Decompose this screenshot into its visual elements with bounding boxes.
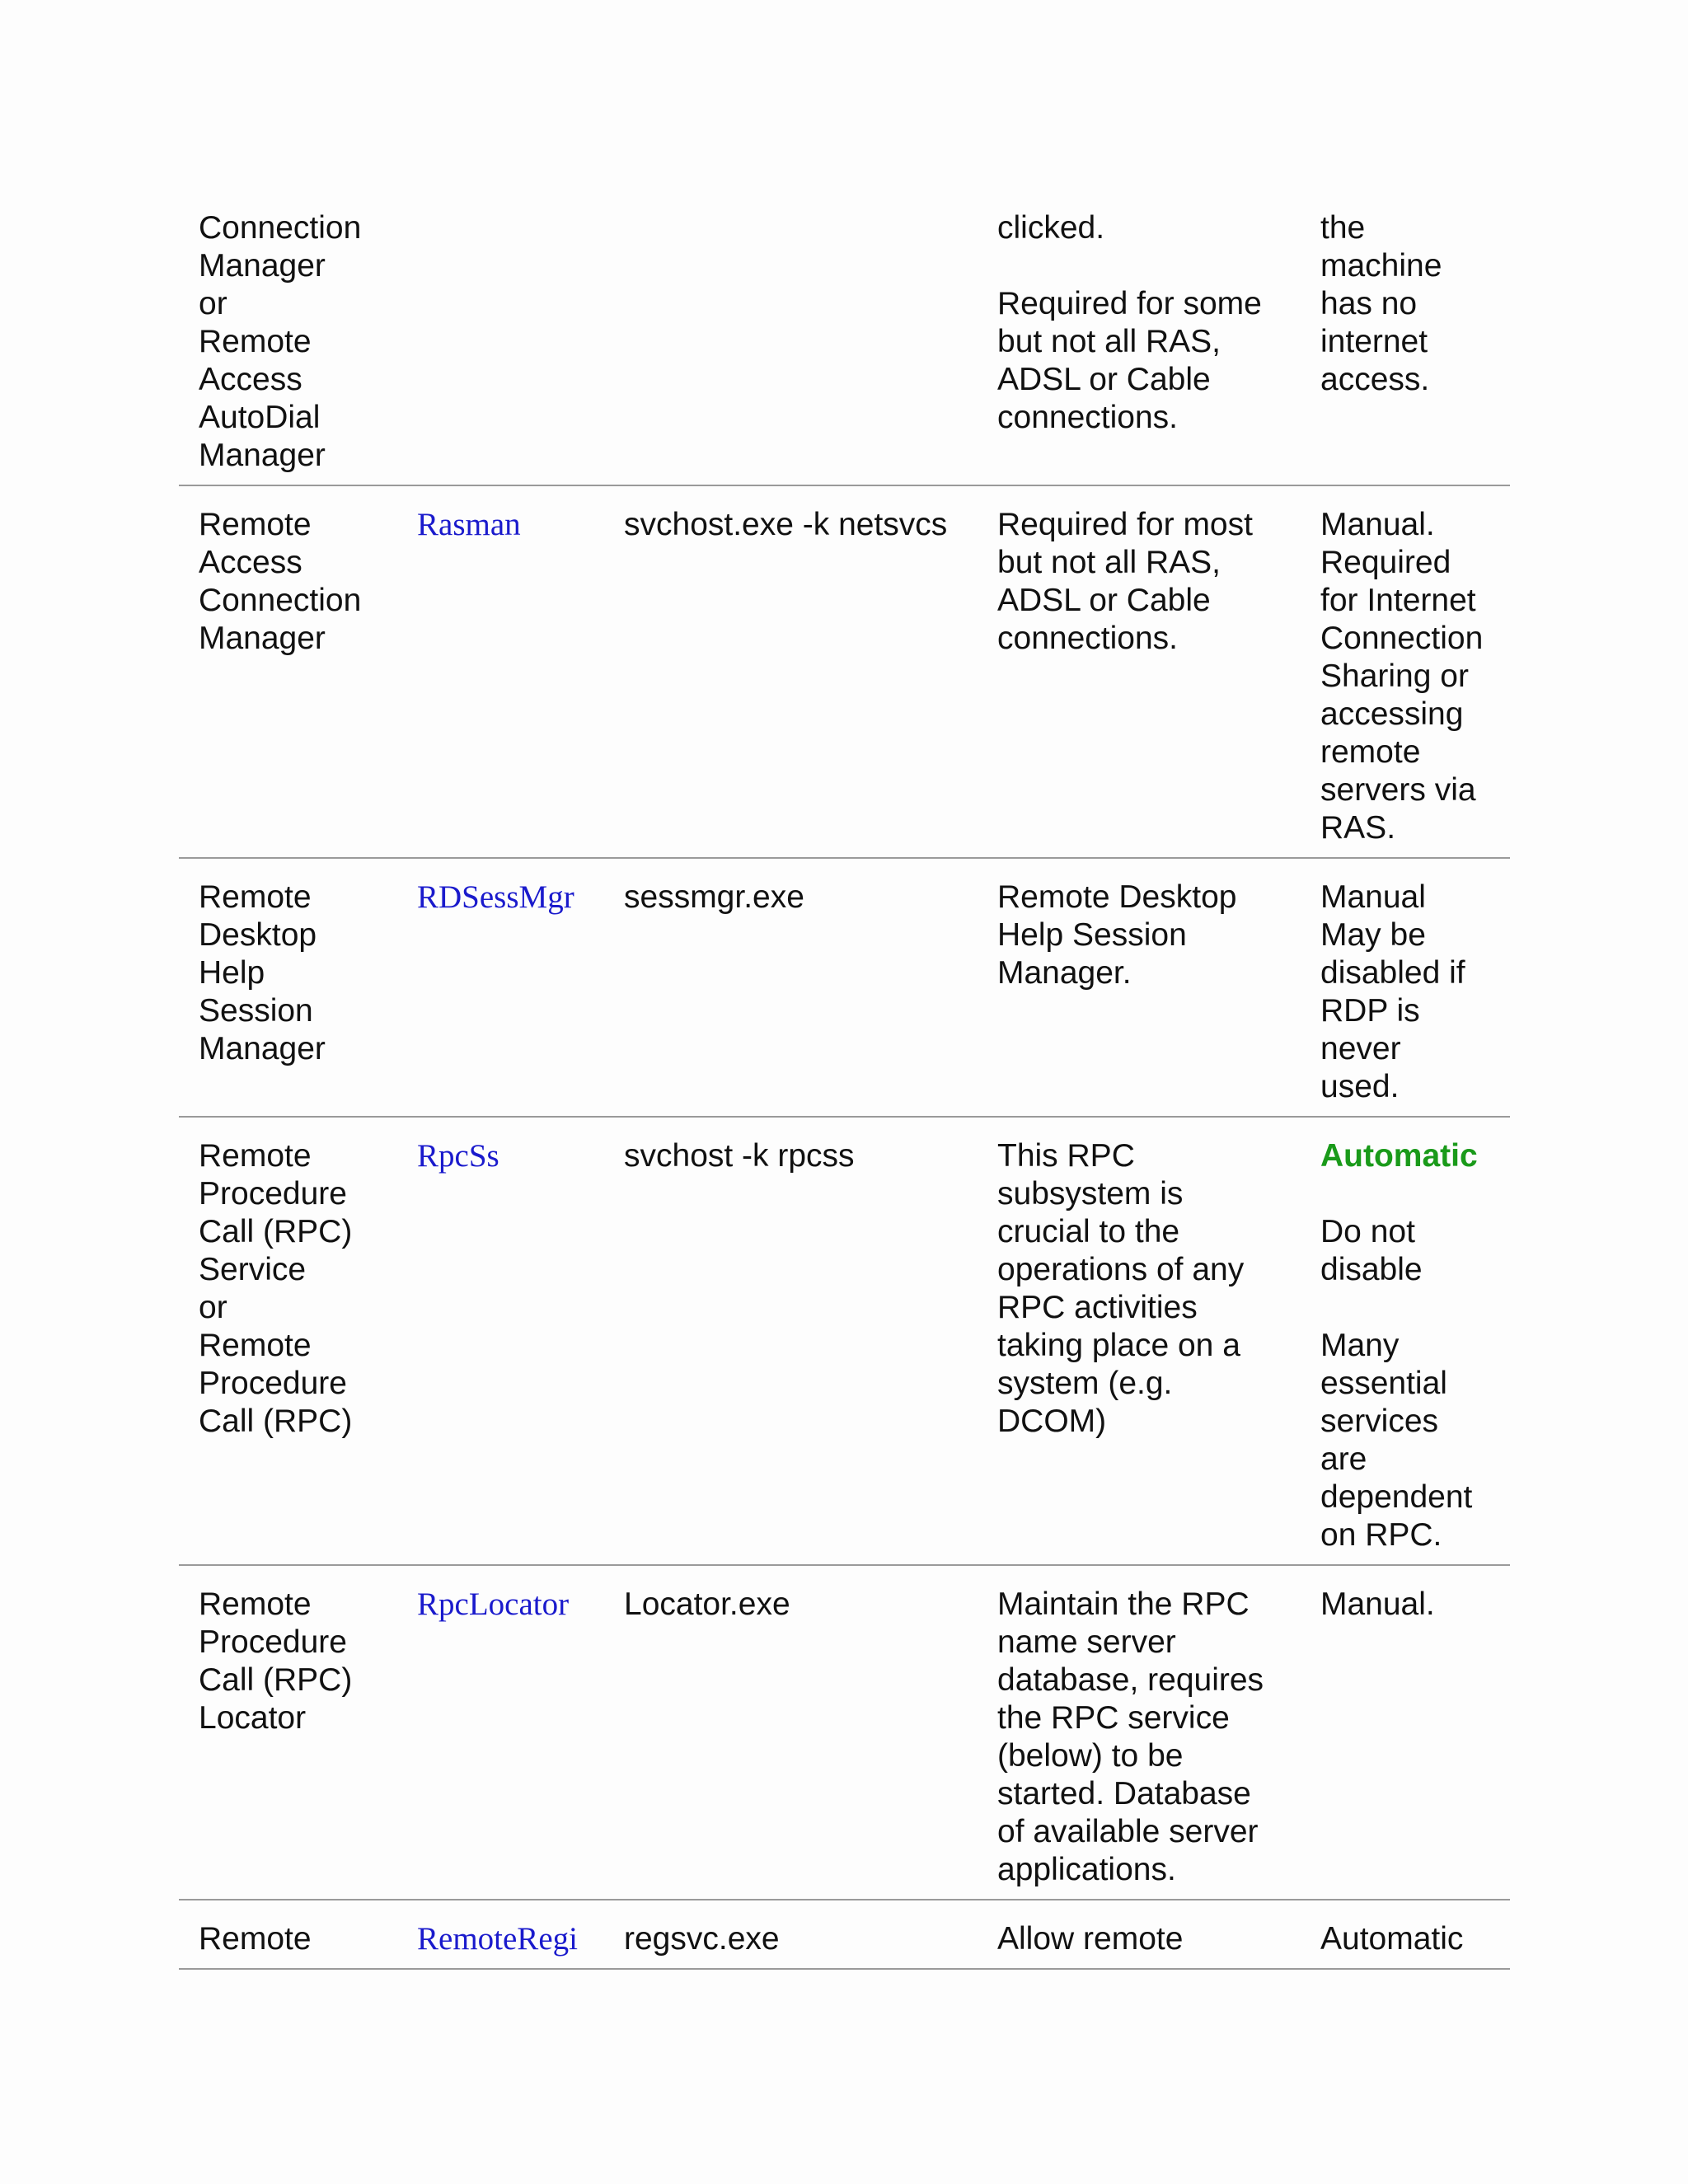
display-name-line: Procedure bbox=[199, 1366, 347, 1401]
service-name-cell bbox=[397, 858, 604, 1117]
startup-line: accessing bbox=[1320, 696, 1464, 732]
startup-line: Many bbox=[1320, 1328, 1400, 1363]
table-row bbox=[179, 1900, 1510, 1969]
startup-line: Manual. bbox=[1320, 507, 1435, 542]
display-name-line: Remote bbox=[199, 324, 312, 359]
display-name-line: Manager bbox=[199, 248, 326, 284]
service-name-cell bbox=[397, 209, 604, 485]
description-line: name server bbox=[997, 1624, 1176, 1660]
description-cell bbox=[978, 485, 1301, 858]
startup-line: the bbox=[1320, 210, 1366, 246]
description-line: Help Session bbox=[997, 917, 1187, 953]
command-cell bbox=[604, 1117, 978, 1565]
display-name-line: Access bbox=[199, 362, 302, 397]
display-name-line: Connection bbox=[199, 583, 362, 618]
command-text: sessmgr.exe bbox=[624, 879, 804, 915]
display-name-line: Remote bbox=[199, 1921, 312, 1957]
service-display-name-cell bbox=[179, 209, 397, 485]
service-display-name-cell bbox=[179, 1565, 397, 1900]
service-name-link[interactable]: RemoteRegi bbox=[417, 1921, 578, 1957]
service-name-link[interactable]: RpcLocator bbox=[417, 1586, 570, 1622]
services-table bbox=[179, 209, 1510, 1970]
description-line: but not all RAS, bbox=[997, 324, 1221, 359]
display-name-line: AutoDial bbox=[199, 400, 321, 435]
display-name-line: Connection bbox=[199, 210, 362, 246]
description-line: (below) to be bbox=[997, 1738, 1184, 1774]
service-display-name-cell bbox=[179, 1117, 397, 1565]
startup-line: are bbox=[1320, 1441, 1367, 1477]
startup-line: access. bbox=[1320, 362, 1430, 397]
table-row bbox=[179, 1117, 1510, 1565]
description-line: RPC activities bbox=[997, 1290, 1198, 1325]
display-name-line: Desktop bbox=[199, 917, 317, 953]
description-cell bbox=[978, 1565, 1301, 1900]
service-name-link[interactable]: RpcSs bbox=[417, 1138, 499, 1174]
startup-line: on RPC. bbox=[1320, 1517, 1442, 1553]
display-name-line: Help bbox=[199, 955, 265, 991]
service-name-cell bbox=[397, 485, 604, 858]
description-line: connections. bbox=[997, 621, 1178, 656]
startup-cell bbox=[1301, 858, 1510, 1117]
startup-cell bbox=[1301, 1565, 1510, 1900]
description-line: of available server bbox=[997, 1814, 1259, 1849]
startup-line: used. bbox=[1320, 1069, 1400, 1104]
startup-line: internet bbox=[1320, 324, 1428, 359]
description-cell bbox=[978, 858, 1301, 1117]
description-line: ADSL or Cable bbox=[997, 583, 1211, 618]
startup-line: Required bbox=[1320, 545, 1451, 580]
description-line: taking place on a bbox=[997, 1328, 1240, 1363]
startup-line: Manual. bbox=[1320, 1586, 1435, 1622]
command-cell bbox=[604, 485, 978, 858]
service-name-cell bbox=[397, 1900, 604, 1969]
description-line: ADSL or Cable bbox=[997, 362, 1211, 397]
command-text: svchost -k rpcss bbox=[624, 1138, 855, 1174]
description-cell bbox=[978, 1117, 1301, 1565]
startup-line: for Internet bbox=[1320, 583, 1476, 618]
startup-line: remote bbox=[1320, 734, 1421, 770]
document-page bbox=[179, 209, 1510, 1970]
command-cell bbox=[604, 1900, 978, 1969]
description-cell bbox=[978, 1900, 1301, 1969]
display-name-line: Service bbox=[199, 1252, 307, 1287]
display-name-line: or bbox=[199, 1290, 227, 1325]
description-line: crucial to the bbox=[997, 1214, 1180, 1249]
startup-line: RAS. bbox=[1320, 810, 1396, 846]
display-name-line: Remote bbox=[199, 507, 312, 542]
description-line: clicked. bbox=[997, 210, 1105, 246]
startup-line: machine bbox=[1320, 248, 1442, 284]
description-cell bbox=[978, 209, 1301, 485]
description-line: connections. bbox=[997, 400, 1178, 435]
display-name-line: or bbox=[199, 286, 227, 321]
startup-cell bbox=[1301, 1900, 1510, 1969]
startup-cell bbox=[1301, 485, 1510, 858]
service-display-name-cell bbox=[179, 858, 397, 1117]
display-name-line: Call (RPC) bbox=[199, 1662, 353, 1698]
service-name-link[interactable]: RDSessMgr bbox=[417, 879, 574, 915]
table-row bbox=[179, 485, 1510, 858]
description-line: DCOM) bbox=[997, 1404, 1107, 1439]
table-row bbox=[179, 1565, 1510, 1900]
command-cell bbox=[604, 209, 978, 485]
startup-line: RDP is bbox=[1320, 993, 1420, 1029]
display-name-line: Remote bbox=[199, 1138, 312, 1174]
display-name-line: Session bbox=[199, 993, 313, 1029]
description-line: but not all RAS, bbox=[997, 545, 1221, 580]
display-name-line: Manager bbox=[199, 438, 326, 473]
service-name-cell bbox=[397, 1565, 604, 1900]
command-text: svchost.exe -k netsvcs bbox=[624, 507, 948, 542]
description-line: database, requires bbox=[997, 1662, 1264, 1698]
startup-line: Connection bbox=[1320, 621, 1484, 656]
display-name-line: Procedure bbox=[199, 1176, 347, 1212]
description-line: the RPC service bbox=[997, 1700, 1230, 1736]
display-name-line: Call (RPC) bbox=[199, 1214, 353, 1249]
startup-line: disabled if bbox=[1320, 955, 1465, 991]
description-line: subsystem is bbox=[997, 1176, 1184, 1212]
display-name-line: Manager bbox=[199, 1031, 326, 1066]
service-display-name-cell bbox=[179, 1900, 397, 1969]
service-name-link[interactable]: Rasman bbox=[417, 507, 521, 542]
startup-line: dependent bbox=[1320, 1479, 1473, 1515]
startup-line: never bbox=[1320, 1031, 1401, 1066]
startup-line: Sharing or bbox=[1320, 658, 1469, 694]
description-line: Required for most bbox=[997, 507, 1253, 542]
service-display-name-cell bbox=[179, 485, 397, 858]
description-line: Required for some bbox=[997, 286, 1262, 321]
startup-line: servers via bbox=[1320, 772, 1476, 808]
display-name-line: Remote bbox=[199, 1328, 312, 1363]
startup-line: services bbox=[1320, 1404, 1439, 1439]
startup-line: essential bbox=[1320, 1366, 1447, 1401]
description-line: operations of any bbox=[997, 1252, 1245, 1287]
description-line: started. Database bbox=[997, 1776, 1251, 1811]
display-name-line: Access bbox=[199, 545, 302, 580]
display-name-line: Remote bbox=[199, 879, 312, 915]
description-line: Allow remote bbox=[997, 1921, 1184, 1957]
description-line: Remote Desktop bbox=[997, 879, 1237, 915]
startup-line: disable bbox=[1320, 1252, 1423, 1287]
startup-line: May be bbox=[1320, 917, 1426, 953]
table-row bbox=[179, 858, 1510, 1117]
description-line: Manager. bbox=[997, 955, 1132, 991]
display-name-line: Remote bbox=[199, 1586, 312, 1622]
command-cell bbox=[604, 1565, 978, 1900]
startup-cell bbox=[1301, 209, 1510, 485]
startup-line: has no bbox=[1320, 286, 1418, 321]
startup-highlight: Automatic bbox=[1320, 1138, 1478, 1174]
service-name-cell bbox=[397, 1117, 604, 1565]
startup-cell bbox=[1301, 1117, 1510, 1565]
command-text: Locator.exe bbox=[624, 1586, 790, 1622]
startup-line: Automatic bbox=[1320, 1921, 1464, 1957]
startup-line: Manual bbox=[1320, 879, 1426, 915]
display-name-line: Call (RPC) bbox=[199, 1404, 353, 1439]
command-cell bbox=[604, 858, 978, 1117]
display-name-line: Manager bbox=[199, 621, 326, 656]
display-name-line: Locator bbox=[199, 1700, 307, 1736]
description-line: system (e.g. bbox=[997, 1366, 1173, 1401]
services-table-body bbox=[179, 209, 1510, 1969]
description-line: Maintain the RPC bbox=[997, 1586, 1250, 1622]
startup-line: Do not bbox=[1320, 1214, 1415, 1249]
description-line: This RPC bbox=[997, 1138, 1135, 1174]
table-row bbox=[179, 209, 1510, 485]
description-line: applications. bbox=[997, 1852, 1176, 1887]
display-name-line: Procedure bbox=[199, 1624, 347, 1660]
command-text: regsvc.exe bbox=[624, 1921, 780, 1957]
